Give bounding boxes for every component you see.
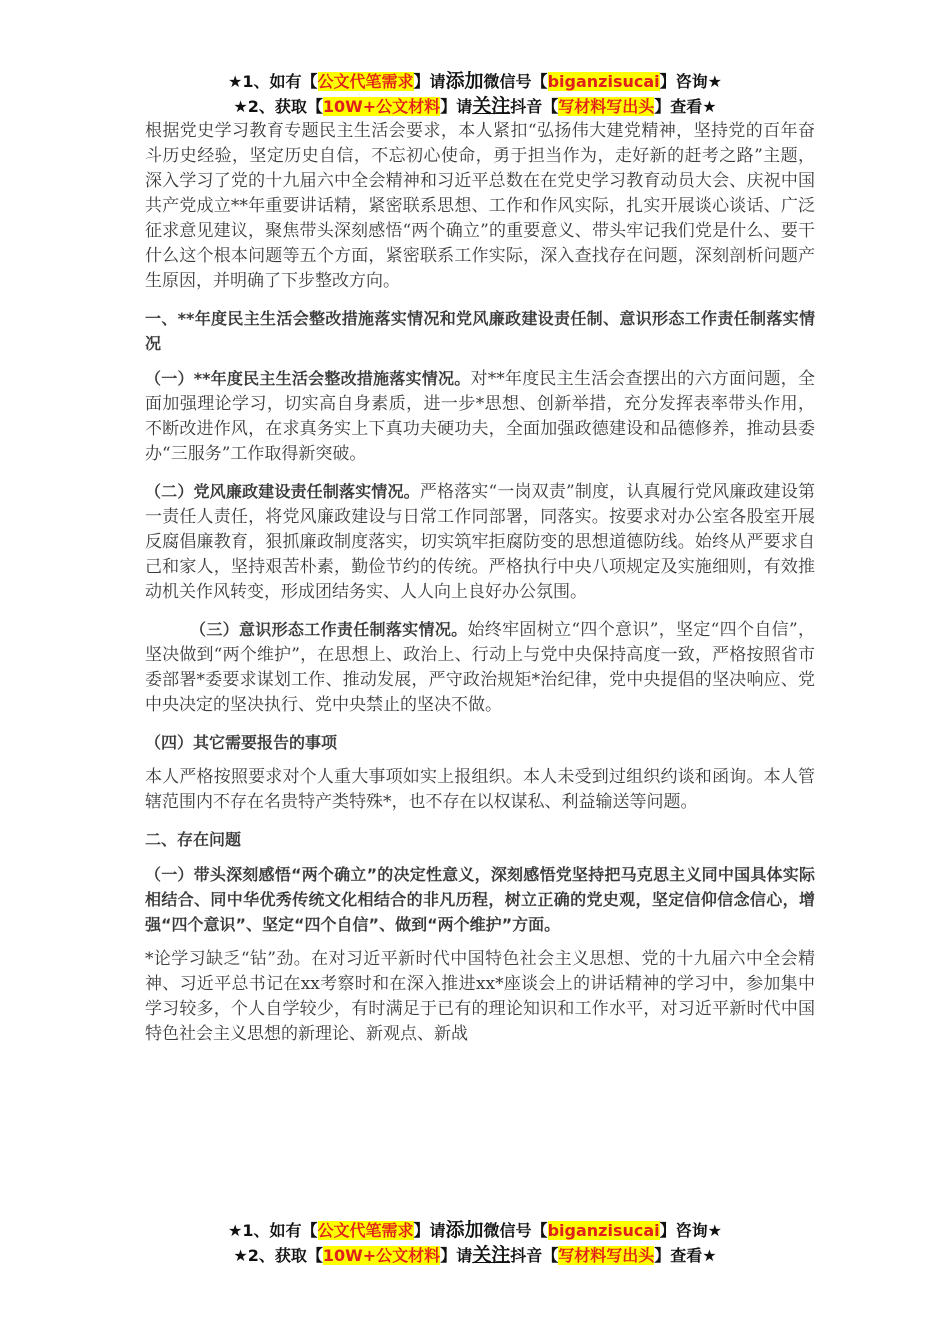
- banner-line-2: ★2、获取【10W+公文材料】请关注抖音【写材料写出头】查看★: [233, 95, 717, 117]
- banner-line-1: ★1、如有【公文代笔需求】请添加微信号【biganzisucai】咨询★: [228, 70, 722, 92]
- star-icon: ★: [228, 1221, 243, 1240]
- star-icon: ★: [233, 1246, 248, 1265]
- highlight-text: biganzisucai: [547, 72, 660, 91]
- highlight-text: biganzisucai: [547, 1221, 660, 1240]
- section-2-title: 二、存在问题: [145, 830, 242, 849]
- section-1-2-paragraph: （二）党风廉政建设责任制落实情况。严格落实“一岗双责”制度，认真履行党风廉政建设第一责任人责任，将党风廉政建设与日常工作同部署，同落实。按要求对办公室各股室开展反腐倡廉教育，狠抓廉政制度落实，切实筑牢拒腐防变的思想道德防线。始终从严要求自己和家人，坚持艰苦朴素，勤俭节约的传统。严格执行中央八项规定及实施细则，有效推动机关作风转变，形成团结务实、人人向上良好办公氛围。: [145, 482, 815, 602]
- section-2-1-title: （一）带头深刻感悟“两个确立”的决定性意义，深刻感悟党坚持把马克思主义同中国具体实际相结合、同中华优秀传统文化相结合的非凡历程，树立正确的党史观，坚定信仰信念信心，增强“四个意识”、坚定“四个自信”、做到“两个维护”方面。: [145, 865, 815, 934]
- section-1-1-paragraph: （一）**年度民主生活会整改措施落实情况。对**年度民主生活会查摆出的六方面问题，全面加强理论学习，切实高自身素质，进一步*思想、创新举措，充分发挥表率带头作用，不断改进作风，在求真务实上下真功夫硬功夫，全面加强政德建设和品德修养，推动县委办“三服务”工作取得新突破。: [145, 369, 815, 464]
- highlight-text: 10W+公文材料: [322, 97, 441, 116]
- highlight-text: 10W+公文材料: [322, 1246, 441, 1265]
- section-1-title: 一、**年度民主生活会整改措施落实情况和党风廉政建设责任制、意识形态工作责任制落实情况: [145, 309, 815, 353]
- star-icon: ★: [233, 97, 248, 116]
- bottom-banner: [0, 1218, 950, 1268]
- highlight-text: 写材料写出头: [558, 1246, 655, 1265]
- star-icon: ★: [228, 72, 243, 91]
- highlight-text: 写材料写出头: [558, 97, 655, 116]
- banner-line-1: ★1、如有【公文代笔需求】请添加微信号【biganzisucai】咨询★: [228, 1219, 722, 1241]
- section-1-4-title: （四）其它需要报告的事项: [145, 733, 338, 752]
- highlight-text: 公文代笔需求: [317, 72, 414, 91]
- banner-line-2: ★2、获取【10W+公文材料】请关注抖音【写材料写出头】查看★: [233, 1244, 717, 1266]
- document-body: [145, 119, 815, 1059]
- section-1-4-paragraph: 本人严格按照要求对个人重大事项如实上报组织。本人未受到过组织约谈和函询。本人管辖范围内不存在名贵特产类特殊*，也不存在以权谋私、利益输送等问题。: [145, 767, 815, 812]
- section-2-1-paragraph: *论学习缺乏“钻”劲。在对习近平新时代中国特色社会主义思想、党的十九届六中全会精神、习近平总书记在xx考察时和在深入推进xx*座谈会上的讲话精神的学习中，参加集中学习较多，个人自学较少，有时满足于已有的理论知识和工作水平，对习近平新时代中国特色社会主义思想的新理论、新观点、新战: [145, 949, 815, 1044]
- section-1-3-paragraph: （三）意识形态工作责任制落实情况。始终牢固树立“四个意识”，坚定“四个自信”，坚决做到“两个维护”，在思想上、政治上、行动上与党中央保持高度一致，严格按照省市委部署*委要求谋划工作、推动发展，严守政治规矩*治纪律，党中央提倡的坚决响应、党中央决定的坚决执行、党中央禁止的坚决不做。: [145, 620, 815, 715]
- intro-paragraph: 根据党史学习教育专题民主生活会要求，本人紧扣“弘扬伟大建党精神，坚持党的百年奋斗历史经验，坚定历史自信，不忘初心使命，勇于担当作为，走好新的赶考之路”主题，深入学习了党的十九届六中全会精神和习近平总数在在党史学习教育动员大会、庆祝中国共产党成立**年重要讲话精，紧密联系思想、工作和作风实际，扎实开展谈心谈话、广泛征求意见建议，聚焦带头深刻感悟“两个确立”的重要意义、带头牢记我们党是什么、要干什么这个根本问题等五个方面，紧密联系工作实际，深入查找存在问题，深刻剖析问题产生原因，并明确了下步整改方向。: [145, 121, 815, 291]
- highlight-text: 公文代笔需求: [317, 1221, 414, 1240]
- top-banner: [0, 69, 950, 119]
